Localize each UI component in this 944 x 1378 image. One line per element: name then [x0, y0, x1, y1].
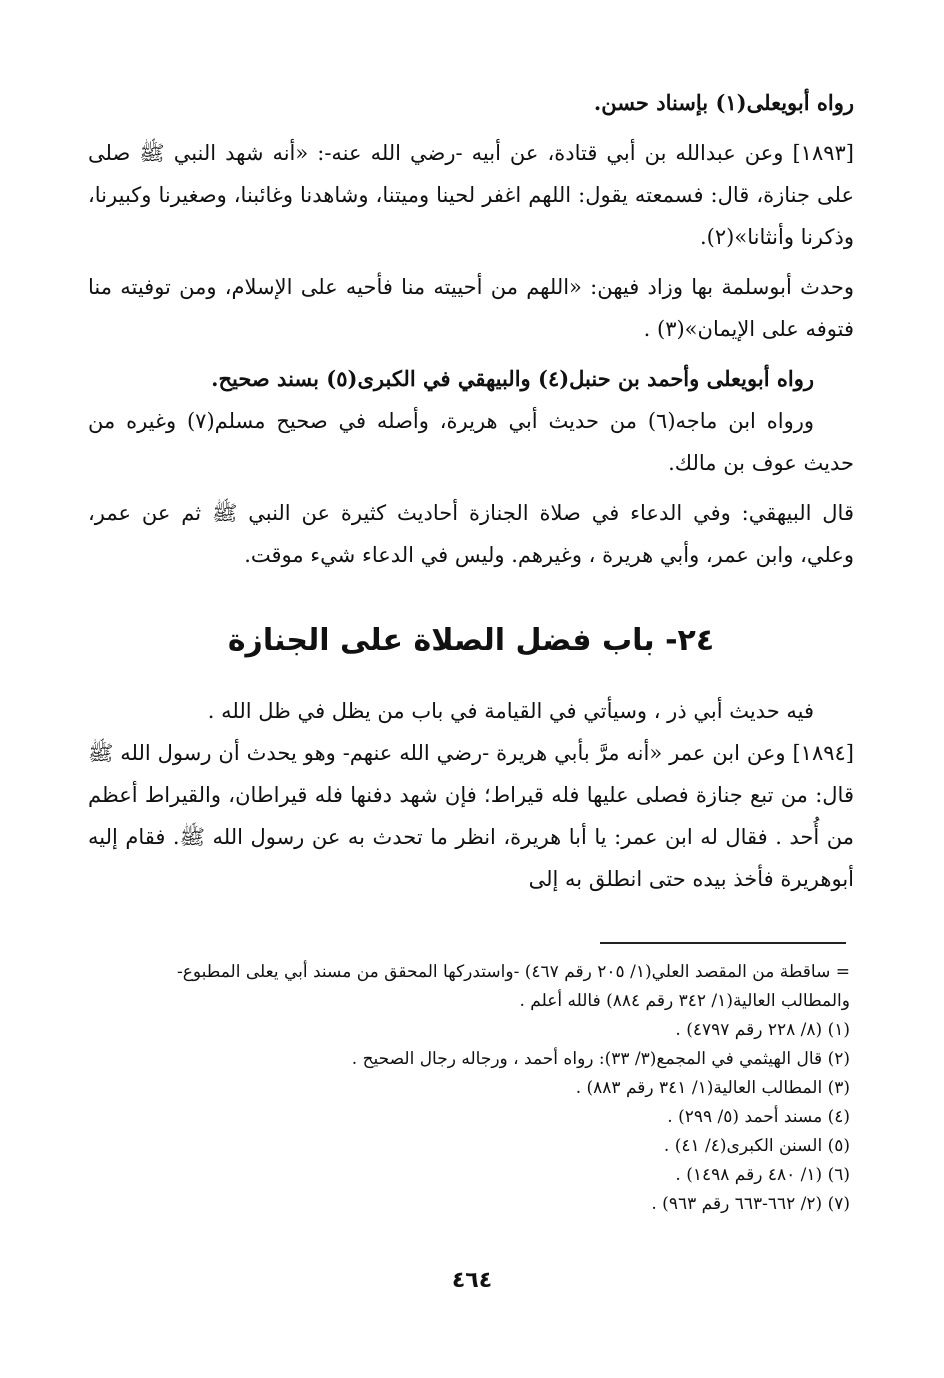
page-number: ٤٦٤: [451, 1268, 493, 1293]
footnote-6: (٦) (١/ ٤٨٠ رقم ١٤٩٨) .: [675, 1165, 850, 1185]
paragraph-narration-2: رواه أبويعلى وأحمد بن حنبل(٤) والبيهقي في الكبرى(٥) بسند صحيح.: [211, 366, 814, 391]
footnotes: [150, 958, 850, 1219]
footnote-separator: [600, 942, 846, 944]
footnote-7: (٧) (٢/ ٦٦٢-٦٦٣ رقم ٩٦٣) .: [651, 1194, 850, 1214]
paragraph-abu-dharr: فيه حديث أبي ذر ، وسيأتي في القيامة في باب من يظل في ظل الله .: [207, 699, 814, 723]
footnote-5: (٥) السنن الكبرى(٤/ ٤١) .: [663, 1136, 850, 1156]
main-text: [88, 82, 854, 900]
footnote-3: (٣) المطالب العالية(١/ ٣٤١ رقم ٨٨٣) .: [575, 1078, 850, 1098]
chapter-heading: ٢٤- باب فضل الصلاة على الجنازة: [227, 623, 715, 658]
paragraph-abu-salama: وحدث أبوسلمة بها وزاد فيهن: «اللهم من أحييته منا فأحيه على الإسلام، ومن توفيته منا فتوفه على الإيمان»(٣) .: [88, 275, 854, 341]
footnote-1: (١) (٨/ ٢٢٨ رقم ٤٧٩٧) .: [675, 1020, 850, 1040]
paragraph-bayhaqi: قال البيهقي: وفي الدعاء في صلاة الجنازة أحاديث كثيرة عن النبي ﷺ ثم عن عمر، وعلي، وابن عمر، وأبي هريرة ، وغيرهم. وليس في الدعاء شيء موقت.: [88, 501, 854, 567]
hadith-1894: [١٨٩٤] وعن ابن عمر «أنه مرَّ بأبي هريرة -رضي الله عنهم- وهو يحدث أن رسول الله ﷺ قال: من تبع جنازة فصلى عليها فله قيراط؛ فإن شهد دفنها فله قيراطان، والقيراط أعظم من أُحد . فقال له ابن عمر: يا أبا هريرة، انظر ما تحدث به عن رسول الله ﷺ. فقام إليه أبوهريرة فأخذ بيده حتى انطلق به إلى: [88, 741, 854, 891]
footnote-continuation: = ساقطة من المقصد العلي(١/ ٢٠٥ رقم ٤٦٧) -واستدركها المحقق من مسند أبي يعلى المطبوع- والمطالب العالية(١/ ٣٤٢ رقم ٨٨٤) فالله أعلم .: [176, 962, 850, 1011]
footnote-2: (٢) قال الهيثمي في المجمع(٣/ ٣٣): رواه أحمد ، ورجاله رجال الصحيح .: [351, 1049, 850, 1069]
paragraph-ibn-majah: ورواه ابن ماجه(٦) من حديث أبي هريرة، وأصله في صحيح مسلم(٧) وغيره من حديث عوف بن مالك.: [88, 409, 854, 475]
footnote-4: (٤) مسند أحمد (٥/ ٢٩٩) .: [667, 1107, 850, 1127]
hadith-1893: [١٨٩٣] وعن عبدالله بن أبي قتادة، عن أبيه -رضي الله عنه-: «أنه شهد النبي ﷺ صلى على جنازة، قال: فسمعته يقول: اللهم اغفر لحينا وميتنا، وشاهدنا وغائبنا، وصغيرنا وكبيرنا، وذكرنا وأنثانا»(٢).: [88, 141, 854, 249]
paragraph-narration-1: رواه أبويعلى(١) بإسناد حسن.: [593, 90, 854, 115]
